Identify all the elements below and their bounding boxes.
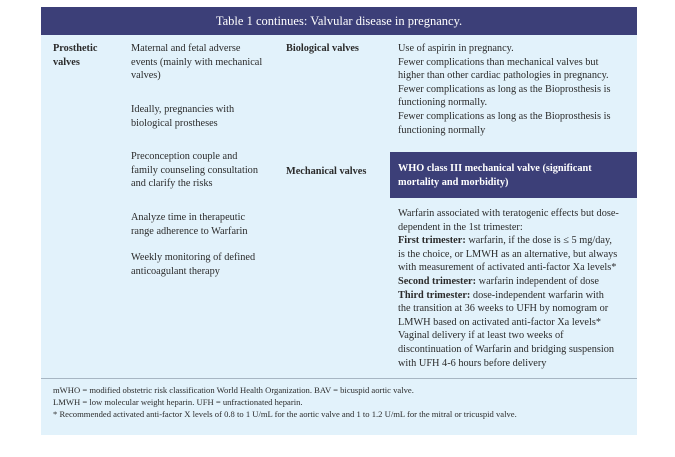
row-label-prosthetic-valves (53, 42, 123, 69)
biological-line: higher than other cardiac pathologies in pregnancy. (398, 70, 609, 82)
mechanical-line: is the choice, or LMWH as an alternative, but always (398, 248, 618, 260)
considerations-line: anticoagulant therapy (131, 265, 220, 277)
third-trimester-label: Third trimester: (398, 289, 471, 301)
mechanical-line: dependent in the 1st trimester: (398, 221, 523, 233)
considerations-line: biological prostheses (131, 117, 218, 129)
considerations-item (131, 211, 281, 238)
row-label-line: valves (53, 56, 80, 68)
biological-valves-label: Biological valves (286, 43, 359, 54)
first-trimester-label: First trimester: (398, 235, 466, 247)
considerations-line: Ideally, pregnancies with (131, 104, 235, 115)
mechanical-line: the transition at 36 weeks to UFH by nomogram or (398, 303, 609, 315)
considerations-line: range adherence to Warfarin (131, 225, 248, 237)
biological-line: Use of aspirin in pregnancy. (398, 43, 514, 54)
third-trimester-line (398, 289, 630, 303)
row-label-line: Prosthetic (53, 43, 98, 54)
footnote: * Recommended activated anti-factor X levels of 0.8 to 1 U/mL for the aortic valve and 1 to 1.2 U/mL for the mitral or tricuspid valve. (53, 409, 517, 419)
mechanical-line: discontinuation of Warfarin and bridging suspension (398, 343, 615, 355)
first-trimester-text: warfarin, if the dose is ≤ 5 mg/day, (465, 235, 612, 247)
valvular-disease-table (41, 7, 637, 435)
footnote: mWHO = modified obstetric risk classification World Health Organization. BAV = bicuspid aortic valve. (53, 385, 414, 395)
considerations-line: Preconception couple and (131, 151, 238, 162)
mechanical-line: with UFH 4-6 hours before delivery (398, 357, 547, 369)
considerations-line: events (mainly with mechanical (131, 56, 263, 68)
biological-line: Fewer complications as long as the Bioprosthesis is (398, 110, 611, 122)
footer-divider (41, 378, 637, 379)
considerations-item (131, 103, 281, 130)
mechanical-valves-label: Mechanical valves (286, 166, 367, 177)
considerations-item (131, 150, 281, 191)
second-trimester-line (398, 275, 630, 289)
considerations-line: Maternal and fetal adverse (131, 43, 241, 54)
considerations-line: valves) (131, 70, 161, 82)
biological-line: functioning normally. (398, 97, 488, 109)
mechanical-valves-text (398, 207, 630, 370)
considerations-item (131, 251, 281, 278)
considerations-line: family counseling consultation (131, 164, 258, 176)
who-class-iii-highlight (390, 152, 637, 198)
biological-line: functioning normally (398, 124, 486, 136)
biological-line: Fewer complications than mechanical valves but (398, 56, 599, 68)
considerations-line: Analyze time in therapeutic (131, 212, 246, 223)
table-footnotes (53, 384, 631, 420)
second-trimester-text: warfarin independent of dose (476, 275, 600, 287)
second-trimester-label: Second trimester: (398, 275, 477, 287)
considerations-line: and clarify the risks (131, 178, 213, 190)
footnote: LMWH = low molecular weight heparin. UFH = unfractionated heparin. (53, 397, 303, 407)
biological-line: Fewer complications as long as the Bioprosthesis is (398, 83, 611, 95)
mechanical-line: with measurement of activated anti-factor Xa levels* (398, 262, 617, 274)
considerations-item (131, 42, 281, 83)
who-class-line: mortality and morbidity) (398, 176, 509, 188)
mechanical-line: Warfarin associated with teratogenic effects but dose- (398, 208, 619, 219)
third-trimester-text: dose-independent warfarin with (470, 289, 604, 301)
biological-valves-text (398, 42, 630, 137)
mechanical-line: LMWH based on activated anti-factor Xa levels* (398, 316, 601, 328)
who-class-line: WHO class III mechanical valve (significant (398, 163, 592, 174)
mechanical-line: Vaginal delivery if at least two weeks of (398, 330, 564, 342)
considerations-line: Weekly monitoring of defined (131, 252, 256, 263)
first-trimester-line (398, 234, 630, 248)
table-title: Table 1 continues: Valvular disease in pregnancy. (41, 7, 637, 35)
